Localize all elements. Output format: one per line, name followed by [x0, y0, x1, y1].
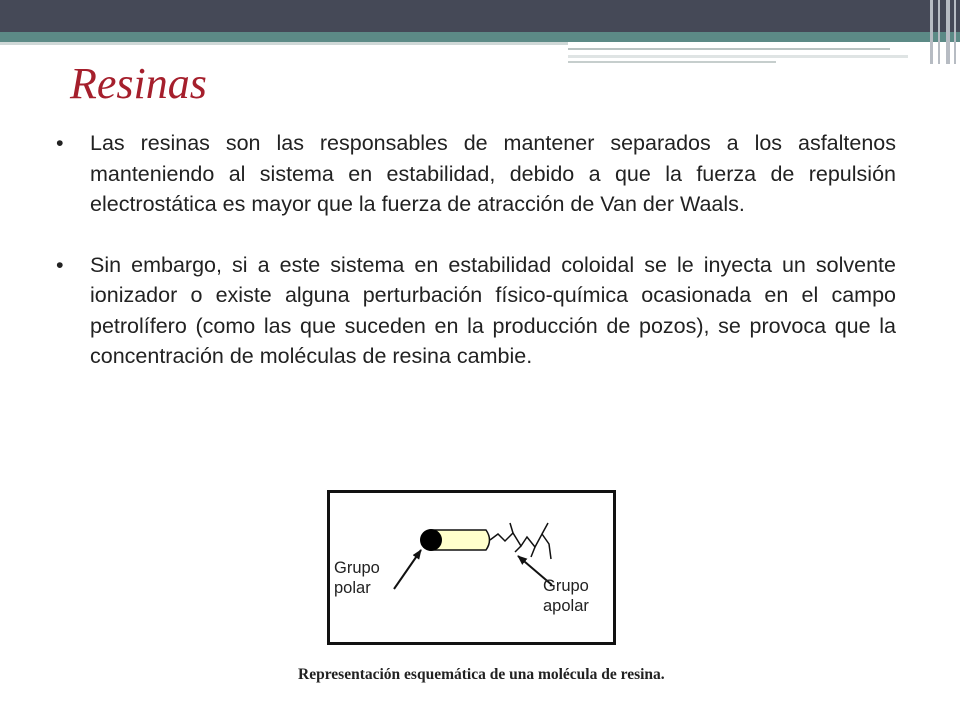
chain-branch: [515, 546, 521, 552]
decorative-vertical-line: [938, 0, 940, 64]
bullet-text: Sin embargo, si a este sistema en estabilidad coloidal se le inyecta un solvente ionizador o existe alguna perturbación físico-química ocasionada en el campo petrolífero (como las que suceden en la producción de pozos), se provoca que la concentración de moléculas de resina cambie.: [90, 252, 896, 368]
teal-accent-bar: [0, 32, 960, 42]
label-line: Grupo: [543, 577, 589, 595]
bullet-text: Las resinas son las responsables de mantener separados a los asfaltenos manteniendo al sistema en estabilidad, debido a que la fuerza de repulsión electrostática es mayor que la fuerza de atracción de Van der Waals.: [90, 131, 896, 216]
figure-caption: Representación esquemática de una molécula de resina.: [298, 666, 665, 683]
accent-underline: [0, 42, 568, 45]
bullet-item: [52, 128, 896, 220]
decorative-line: [568, 55, 908, 58]
bullet-item: [52, 250, 896, 372]
bullet-list: [52, 128, 896, 372]
polar-arrow: [394, 550, 421, 589]
decorative-vertical-line: [930, 0, 933, 64]
label-line: apolar: [543, 597, 589, 615]
polar-group-label: [334, 558, 380, 598]
resin-molecule-figure: [327, 490, 616, 645]
chain-branch: [542, 523, 548, 534]
decorative-line: [568, 61, 776, 63]
slide-title: Resinas: [70, 59, 207, 108]
decorative-line: [568, 48, 890, 50]
polar-head: [420, 529, 442, 551]
chain-branch: [510, 523, 513, 533]
decorative-vertical-line: [946, 0, 950, 64]
chain-branch: [531, 547, 535, 557]
label-line: Grupo: [334, 559, 380, 577]
decorative-vertical-line: [954, 0, 956, 64]
bullet-dot: •: [56, 131, 64, 155]
top-banner-bar: [0, 0, 960, 32]
bullet-dot: •: [56, 252, 64, 277]
apolar-group-label: [543, 576, 589, 616]
label-line: polar: [334, 579, 371, 597]
